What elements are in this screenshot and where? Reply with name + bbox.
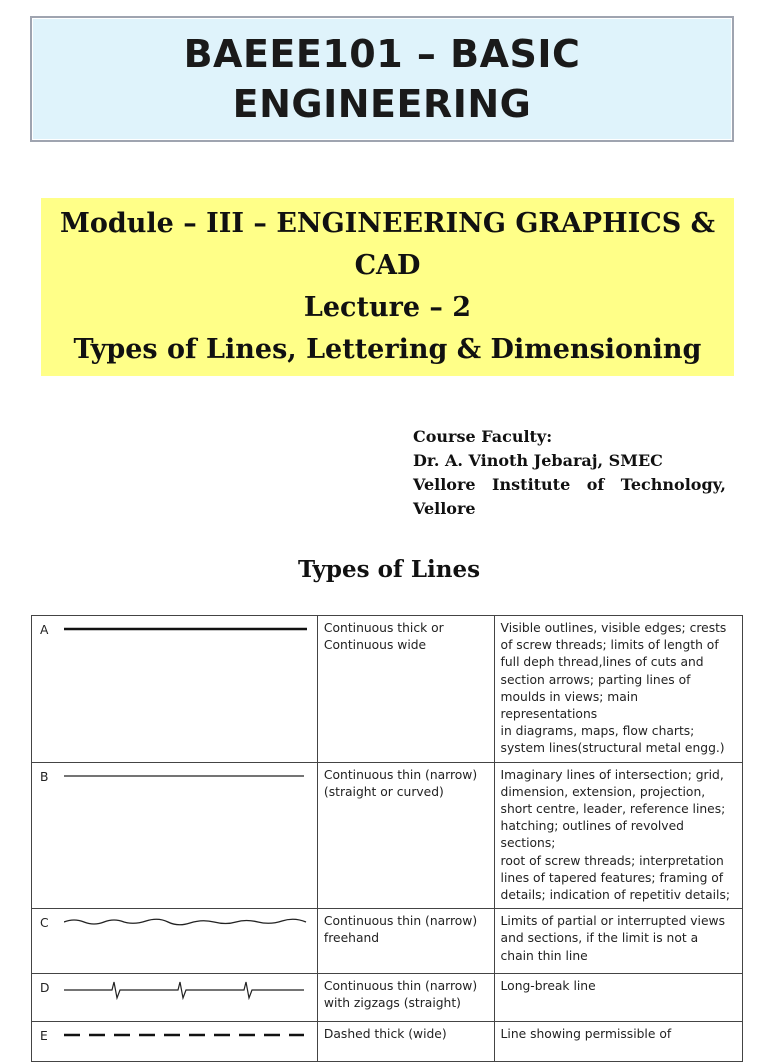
- line-type-text: Continuous thin (narrow): [323, 914, 478, 929]
- lecture-topic: Types of Lines, Lettering & Dimensioning: [73, 334, 702, 365]
- faculty-institute: Vellore Institute of Technology,: [413, 475, 726, 494]
- course-title-line1: BAEEE101 – BASIC: [183, 32, 581, 76]
- line-letter: D: [40, 981, 50, 996]
- line-type-row: [32, 762, 743, 909]
- line-letter: C: [40, 916, 49, 931]
- line-application-text: Imaginary lines of intersection; grid,: [500, 767, 724, 782]
- line-application-text: system lines(structural metal engg.): [500, 741, 725, 756]
- faculty-name: Dr. A. Vinoth Jebaraj, SMEC: [413, 451, 663, 470]
- line-application-text: lines of tapered features; framing of: [500, 870, 724, 885]
- line-types-table: [31, 615, 743, 1062]
- continuous-thick-line-sample: [64, 622, 308, 636]
- line-application-text: short centre, leader, reference lines;: [500, 802, 726, 817]
- line-type-text: Continuous thin (narrow): [323, 979, 478, 994]
- lecture-number: Lecture – 2: [303, 292, 472, 323]
- line-type-text: Dashed thick (wide): [323, 1027, 447, 1042]
- course-title-banner: [30, 16, 734, 142]
- line-application-text: chain thin line: [500, 948, 588, 963]
- module-banner: [41, 198, 734, 376]
- line-sample: [64, 769, 308, 783]
- faculty-label: Course Faculty:: [413, 427, 553, 446]
- line-type-description: [317, 974, 494, 1022]
- line-type-text: Continuous thick or: [323, 621, 444, 635]
- line-type-row: [32, 616, 743, 763]
- line-letter: E: [40, 1029, 48, 1044]
- course-title-line2: ENGINEERING: [232, 82, 532, 126]
- line-type-row: [32, 1022, 743, 1062]
- line-sample: [64, 976, 308, 1000]
- line-application-text: full deph thread,lines of cuts and: [500, 655, 704, 670]
- line-type-row: [32, 909, 743, 974]
- line-application: [494, 616, 742, 763]
- line-sample-cell: [32, 616, 318, 763]
- module-line2: CAD: [354, 250, 421, 281]
- line-sample-cell: [32, 762, 318, 909]
- line-application: [494, 909, 742, 974]
- line-application-text: section arrows; parting lines of: [500, 672, 691, 687]
- line-application-text: details; indication of repetitiv details;: [500, 888, 731, 903]
- line-letter: A: [40, 623, 49, 637]
- line-letter: B: [40, 769, 49, 784]
- line-application-text: moulds in views; main representations: [500, 689, 638, 722]
- line-application-text: root of screw threads; interpretation: [500, 853, 724, 868]
- continuous-thin-line-sample: [64, 769, 308, 783]
- line-sample-cell: [32, 909, 318, 974]
- line-application-text: in diagrams, maps, flow charts;: [500, 724, 695, 739]
- line-application: [494, 974, 742, 1022]
- line-application-text: Long-break line: [500, 979, 596, 994]
- line-application: [494, 762, 742, 909]
- line-type-text: (straight or curved): [323, 784, 444, 799]
- zigzag-line-sample: [64, 976, 308, 1000]
- course-title: [184, 29, 581, 129]
- line-type-description: [317, 909, 494, 974]
- line-application-text: Visible outlines, visible edges; crests: [500, 621, 727, 635]
- line-application-text: Limits of partial or interrupted views: [500, 914, 726, 929]
- line-sample: [64, 915, 308, 929]
- line-sample: [64, 1028, 308, 1042]
- section-title: Types of Lines: [297, 556, 481, 583]
- line-application-text: hatching; outlines of revolved sections;: [500, 819, 684, 851]
- faculty-city: Vellore: [413, 499, 476, 518]
- freehand-line-sample: [64, 915, 308, 929]
- line-type-text: with zigzags (straight): [323, 996, 461, 1011]
- line-sample: [64, 622, 308, 636]
- line-application-text: dimension, extension, projection,: [500, 784, 706, 799]
- line-application-text: and sections, if the limit is not a: [500, 931, 699, 946]
- line-type-text: freehand: [323, 931, 380, 946]
- line-type-row: [32, 974, 743, 1022]
- course-faculty-block: [413, 425, 726, 521]
- line-type-description: [317, 616, 494, 763]
- dashed-thick-line-sample: [64, 1028, 308, 1042]
- line-type-description: [317, 1022, 494, 1062]
- line-type-text: Continuous wide: [323, 638, 427, 653]
- module-line1: Module – III – ENGINEERING GRAPHICS &: [60, 208, 715, 239]
- line-type-text: Continuous thin (narrow): [323, 767, 478, 782]
- line-sample-cell: [32, 974, 318, 1022]
- line-application-text: of screw threads; limits of length of: [500, 638, 719, 653]
- line-type-description: [317, 762, 494, 909]
- line-application: [494, 1022, 742, 1062]
- line-application-text: Line showing permissible of: [500, 1027, 672, 1042]
- line-sample-cell: [32, 1022, 318, 1062]
